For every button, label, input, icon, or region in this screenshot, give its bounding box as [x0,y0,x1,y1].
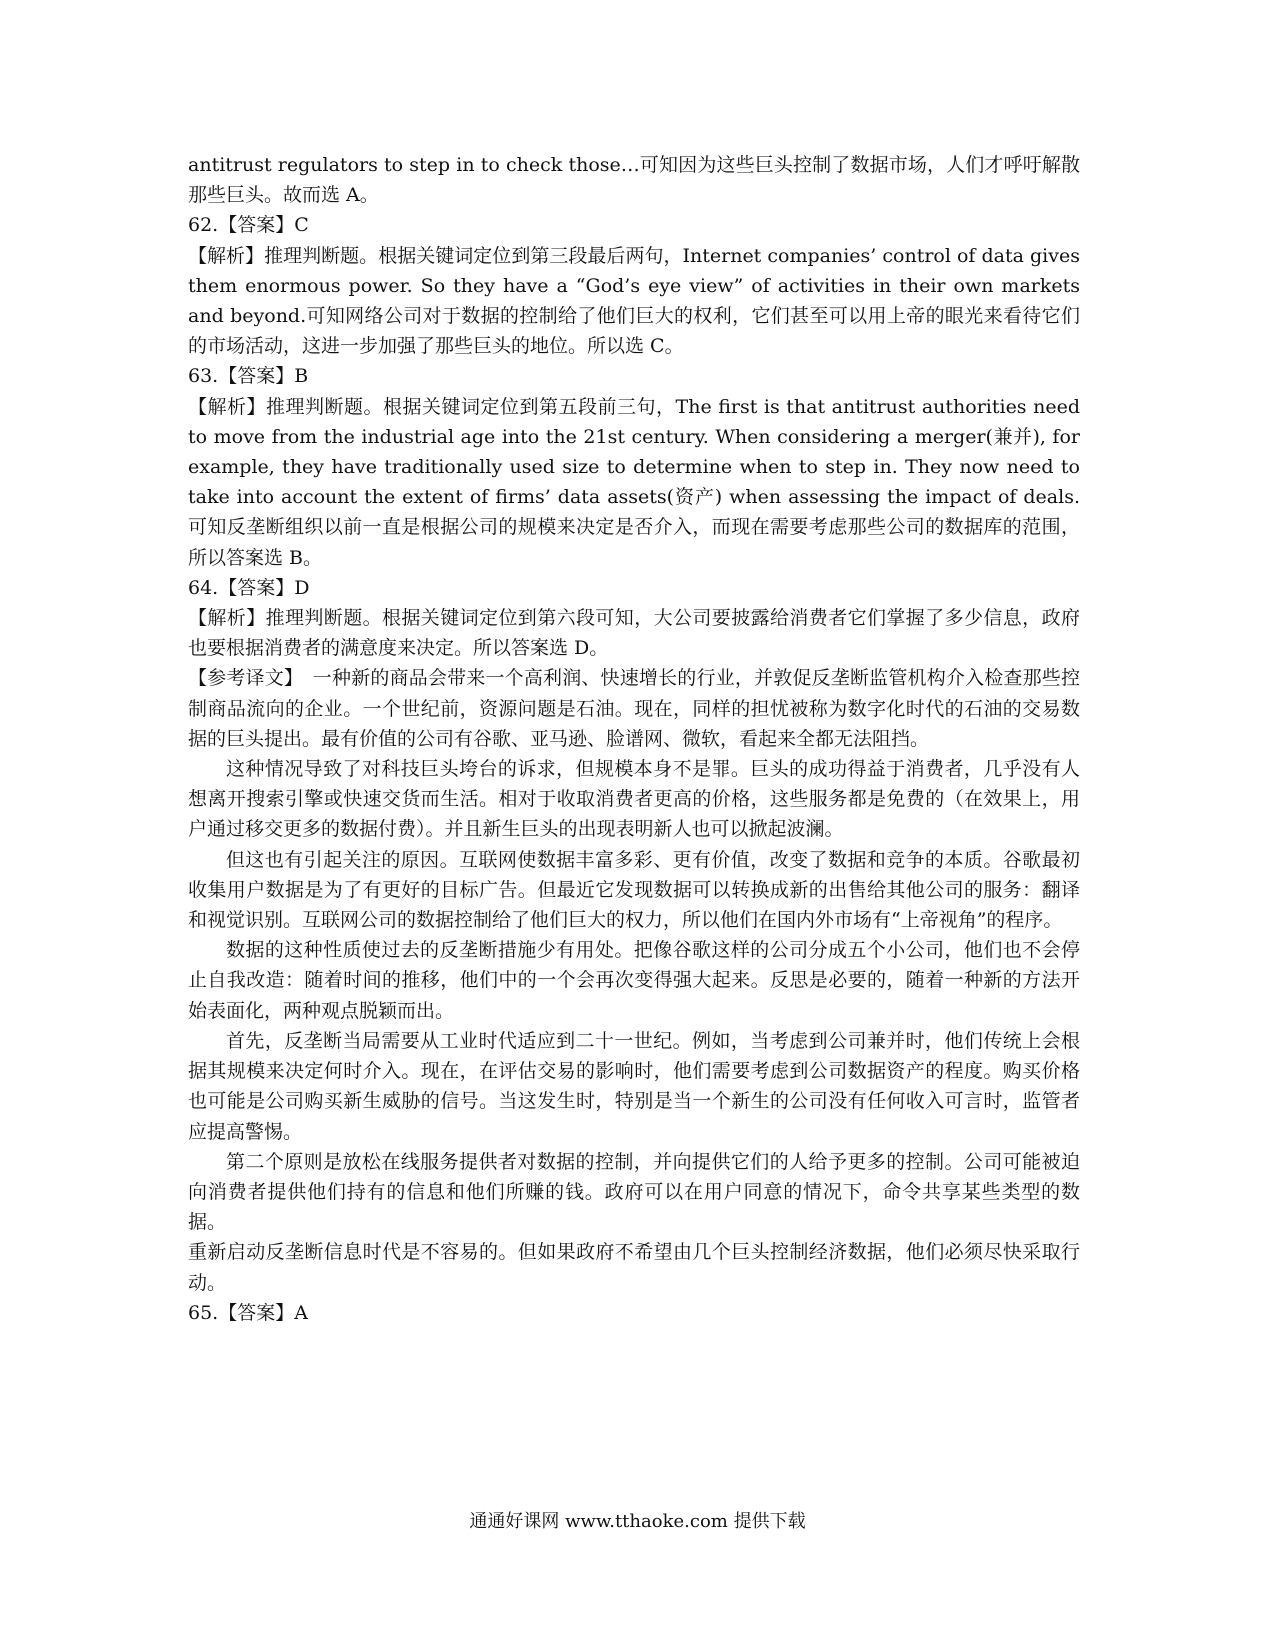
answer-62: 62.【答案】C [188,214,309,237]
translation-paragraph-7: 重新启动反垄断信息时代是不容易的。但如果政府不希望由几个巨头控制经济数据，他们必须尽快采取行动。 [188,1241,1080,1294]
translation-paragraph-1: 【参考译文】 一种新的商品会带来一个高利润、快速增长的行业，并敦促反垄断监管机构介入检查那些控制商品流向的企业。一个世纪前，资源问题是石油。现在，同样的担忧被称为数字化时代的石油的交易数据的巨头提出。最有价值的公司有谷歌、亚马逊、脸谱网、微软，看起来全都无法阻挡。 [188,667,1080,750]
translation-paragraph-4: 数据的这种性质使过去的反垄断措施少有用处。把像谷歌这样的公司分成五个小公司，他们也不会停止自我改造：随着时间的推移，他们中的一个会再次变得强大起来。反思是必要的，随着一种新的方法开始表面化，两种观点脱颖而出。 [188,939,1080,1022]
analysis-64: 【解析】推理判断题。根据关键词定位到第六段可知，大公司要披露给消费者它们掌握了多少信息，政府也要根据消费者的满意度来决定。所以答案选 D。 [188,607,1080,660]
answer-64: 64.【答案】D [188,576,310,599]
translation-paragraph-2: 这种情况导致了对科技巨头垮台的诉求，但规模本身不是罪。巨头的成功得益于消费者，几乎没有人想离开搜索引擎或快速交货而生活。相对于收取消费者更高的价格，这些服务都是免费的（在效果上，用户通过移交更多的数据付费）。并且新生巨头的出现表明新人也可以掀起波澜。 [188,758,1080,841]
answer-63: 63.【答案】B [188,365,309,388]
analysis-62: 【解析】推理判断题。根据关键词定位到第三段最后两句，Internet companies’ control of data gives them enormous power. So they have a “God’s eye view” of activities in their own markets and beyond.可知网络公司对于数据的控制给了他们巨大的权利，它们甚至可以用上帝的眼光来看待它们的市场活动，这进一步加强了那些巨头的地位。所以选 C。 [188,244,1080,358]
translation-paragraph-5: 首先，反垄断当局需要从工业时代适应到二十一世纪。例如，当考虑到公司兼并时，他们传统上会根据其规模来决定何时介入。现在，在评估交易的影响时，他们需要考虑到公司数据资产的程度。购买价格也可能是公司购买新生威胁的信号。当这发生时，特别是当一个新生的公司没有任何收入可言时，监管者应提高警惕。 [188,1029,1080,1143]
translation-paragraph-6: 第二个原则是放松在线服务提供者对数据的控制，并向提供它们的人给予更多的控制。公司可能被迫向消费者提供他们持有的信息和他们所赚的钱。政府可以在用户同意的情况下，命令共享某些类型的数据。 [188,1150,1080,1234]
page-footer: 通通好课网 www.tthaoke.com 提供下载 [469,1511,806,1532]
paragraph-61-continuation: antitrust regulators to step in to check those…可知因为这些巨头控制了数据市场，人们才呼吁解散那些巨头。故而选 A。 [188,154,1080,207]
answer-65: 65.【答案】A [188,1301,308,1324]
analysis-63: 【解析】推理判断题。根据关键词定位到第五段前三句，The first is that antitrust authorities need to move from the industrial age into the 21st century. When considering a merger(兼并), for example, they have traditionally used size to determine when to step in. They now need to take into account the extent of firms’ data assets(资产) when assessing the impact of deals. 可知反垄断组织以前一直是根据公司的规模来决定是否介入，而现在需要考虑那些公司的数据库的范围，所以答案选 B。 [188,395,1080,569]
translation-paragraph-3: 但这也有引起关注的原因。互联网使数据丰富多彩、更有价值，改变了数据和竞争的本质。谷歌最初收集用户数据是为了有更好的目标广告。但最近它发现数据可以转换成新的出售给其他公司的服务：翻译和视觉识别。互联网公司的数据控制给了他们巨大的权力，所以他们在国内外市场有“上帝视角”的程序。 [188,848,1080,932]
page-content [188,150,1080,1328]
